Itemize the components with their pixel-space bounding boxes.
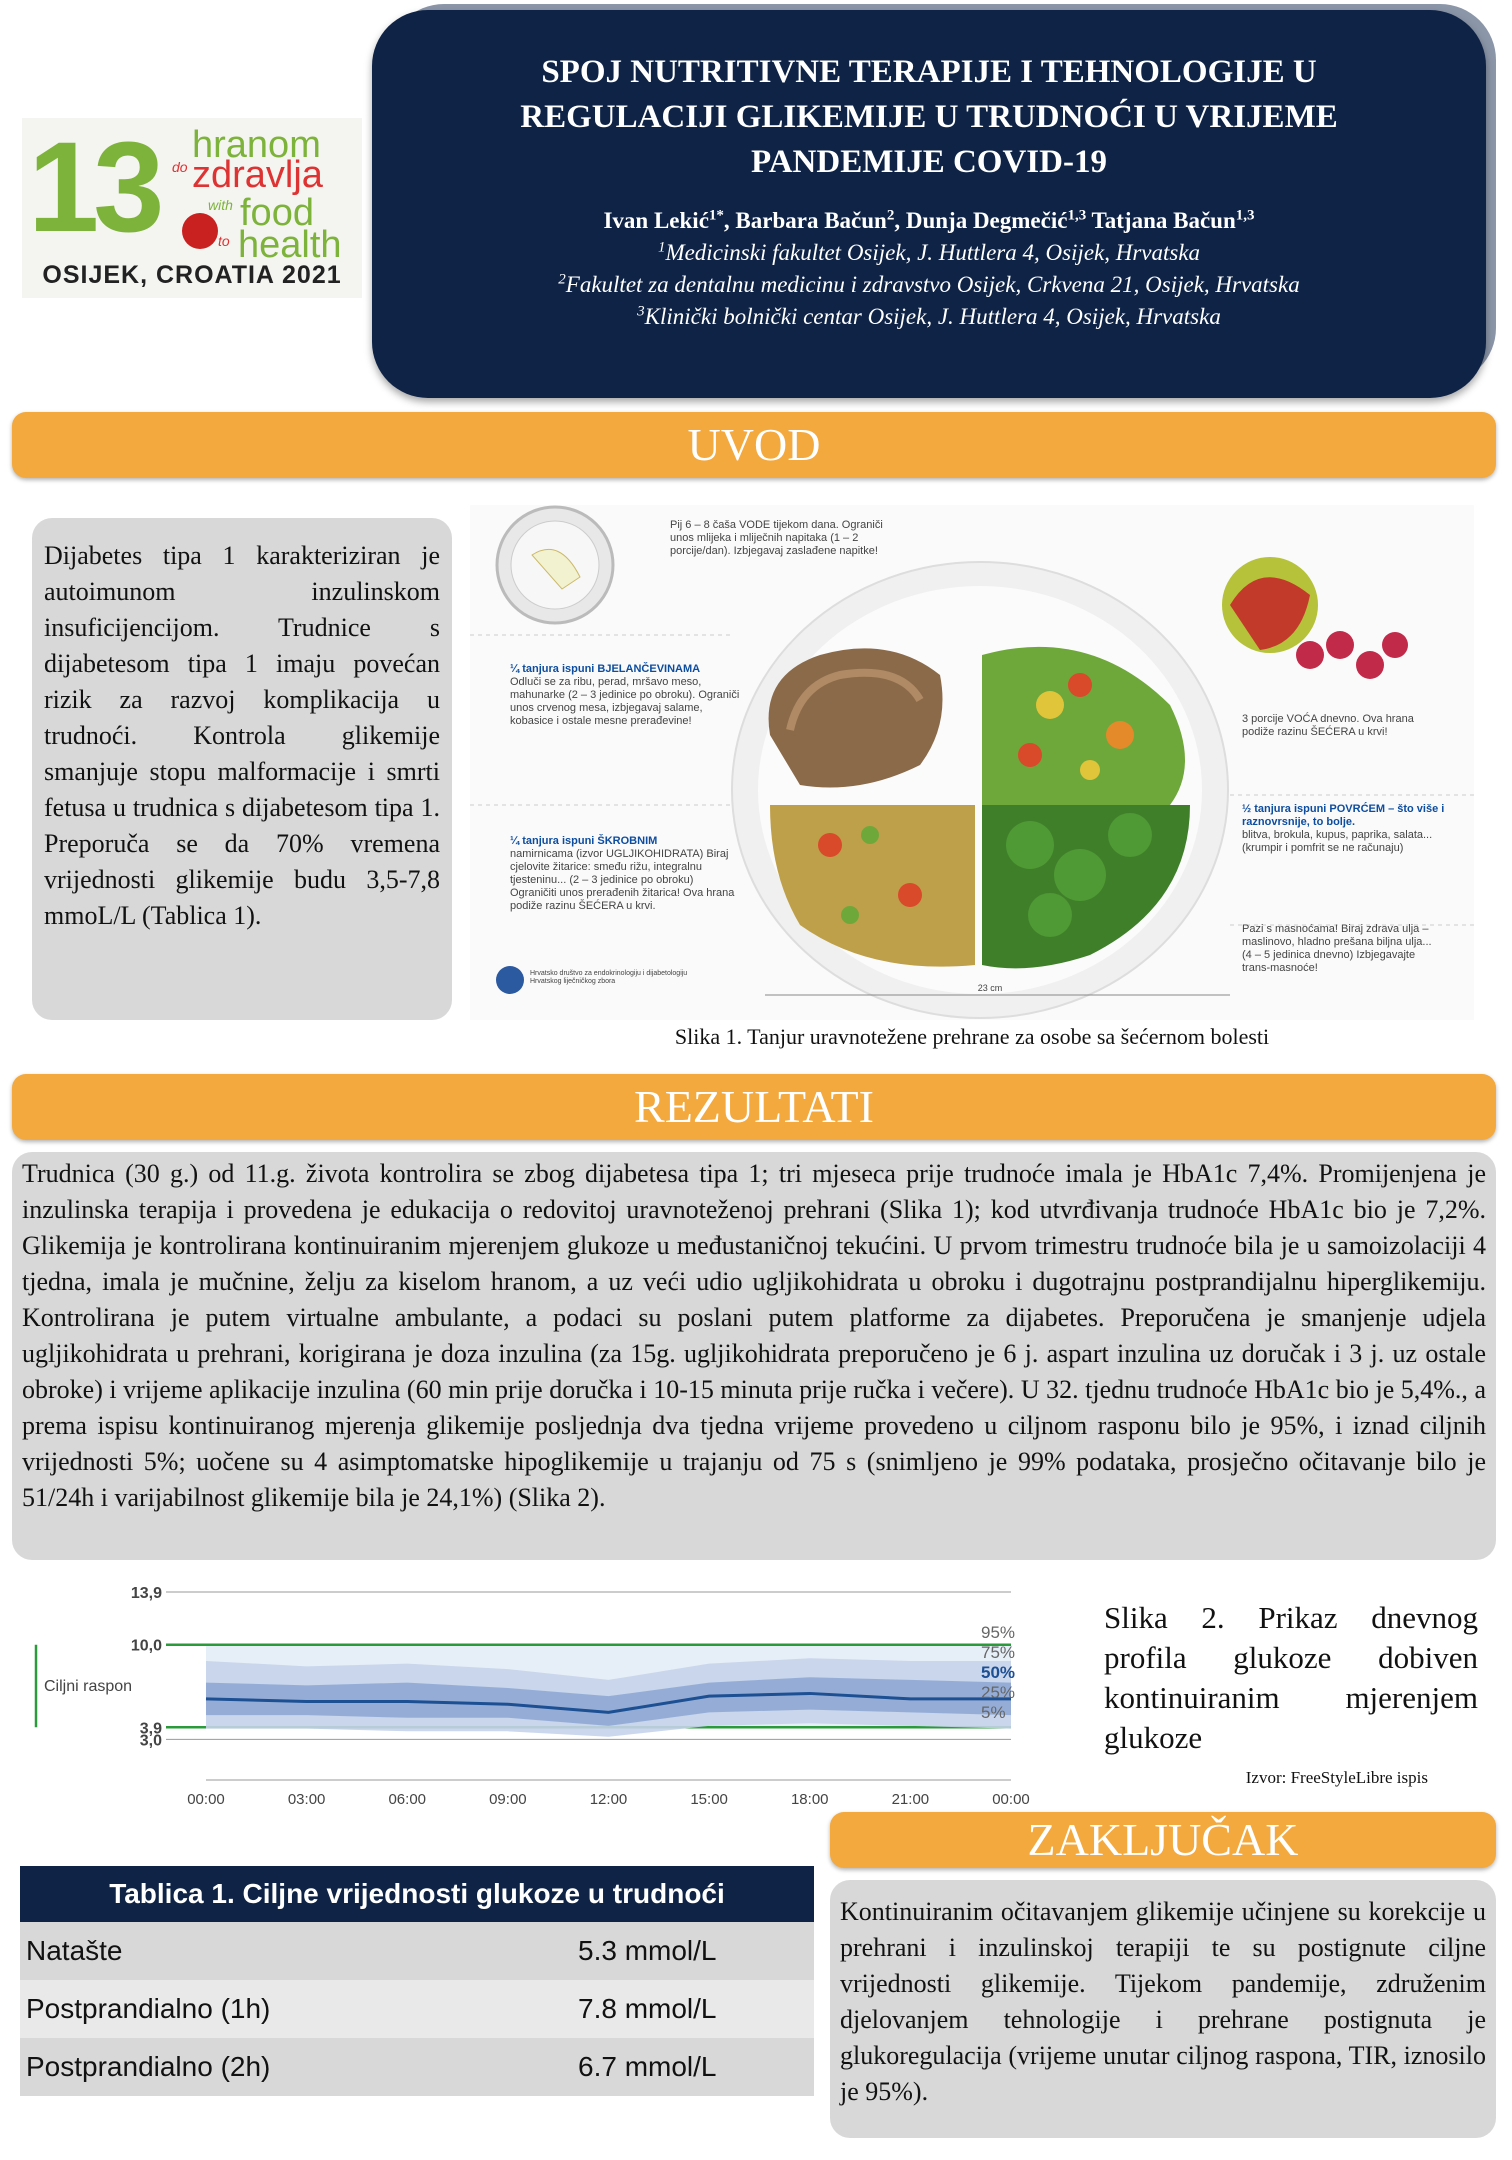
poster-header (372, 10, 1486, 398)
table-row (20, 2038, 814, 2096)
glucose-profile-chart (16, 1580, 1030, 1810)
table-cell-value: 5.3 mmol/L (578, 1935, 717, 1966)
x-tick-label: 03:00 (287, 1791, 326, 1808)
affiliation-1 (372, 237, 1486, 269)
table-cell-label: Natašte (26, 1935, 123, 1966)
fruit-note: 3 porcije VOĆA dnevno. Ova hrana podiže razinu ŠEĆERA u krvi! (1242, 713, 1414, 738)
affiliation-text: Klinički bolnički centar Osijek, J. Huttlera 4, Osijek, Hrvatska (644, 304, 1221, 329)
water-note: Pij 6 – 8 čaša VODE tijekom dana. Ograniči unos mlijeka i mliječnih napitaka (1 – 2 porcije/dan). Izbjegavaj zaslađene napitke! (670, 519, 883, 557)
logo-word-health: health (238, 224, 342, 266)
plate-figure (470, 505, 1474, 1020)
protein-text: Odluči se za ribu, perad, mršavo meso, mahunarke (2 – 3 jedinice po obroku). Ograniči unos crvenog mesa, izbjegavaj salame, kobasice i ostale mesne prerađevine! (510, 676, 740, 727)
table-row (20, 1980, 814, 2038)
organization-logo-icon (496, 966, 524, 994)
affiliation-2 (372, 269, 1486, 301)
y-tick-label: 13,9 (130, 1585, 162, 1602)
table-row (20, 1922, 814, 1980)
x-tick-label: 09:00 (489, 1791, 527, 1808)
vegetable-text: blitva, brokula, kupus, paprika, salata... (krumpir i pomfrit se ne računaju) (1242, 829, 1433, 854)
y-tick-label: 10,0 (130, 1637, 162, 1655)
plate-size-label: 23 cm (977, 983, 1003, 993)
range-label: Ciljni raspon (44, 1678, 133, 1695)
percentile-label: 50% (981, 1663, 1016, 1682)
logo-city: OSIJEK, CROATIA 2021 (42, 261, 342, 289)
protein-heading: ¼ tanjura ispuni BJELANČEVINAMA (510, 663, 701, 675)
section-heading-uvod: UVOD (12, 412, 1496, 478)
author-list (372, 205, 1486, 237)
logo-word-zdravlja: zdravlja (192, 154, 323, 196)
table-cell-value: 7.8 mmol/L (578, 1993, 717, 2024)
section-heading-zakljucak: ZAKLJUČAK (830, 1812, 1496, 1868)
organization-label: Hrvatsko društvo za endokrinologiju i dijabetologiju Hrvatskog liječničkog zbora (530, 970, 688, 985)
figure-1-caption: Slika 1. Tanjur uravnotežene prehrane za osobe sa šećernom bolesti (674, 1024, 1270, 1049)
poster-title: SPOJ NUTRITIVNE TERAPIJE I TEHNOLOGIJE U REGULACIJI GLIKEMIJE U TRUDNOĆI U VRIJEME PANDEMIJE COVID-19 (520, 54, 1338, 180)
percentile-label: 5% (981, 1703, 1006, 1722)
intro-text-box: Dijabetes tipa 1 karakteriziran je autoimunom inzulinskom insuficijencijom. Trudnice s dijabetesom tipa 1 imaju povećan rizik za razvoj komplikacija u trudnoći. Kontrola glikemije smanjuje stopu malformacije i smrti fetusa u trudnica s dijabetesom tipa 1. Preporuča se da 70% vremena vrijednosti glikemije budu 3,5-7,8 mmoL/L (Tablica 1). (32, 518, 452, 1020)
starch-heading: ¼ tanjura ispuni ŠKROBNIM (510, 835, 658, 847)
results-text-box: Trudnica (30 g.) od 11.g. života kontrolira se zbog dijabetesa tipa 1; tri mjeseca prije trudnoće imala je HbA1c 7,4%. Promijenjena je inzulinska terapija i provedena je edukacija o redovitoj uravnoteženoj prehrani (Slika 1); kod utvrđivanja trudnoće HbA1c bio je 7,2%. Glikemija je kontrolirana kontinuiranim mjerenjem glukoze u međustaničnoj tekućini. U prvom trimestru trudnoće bila je u samoizolaciji 4 tjedna, imala je mučnine, želju za kiselom hranom, a uz veći udio ugljikohidrata u obroku i dugotrajnu postprandijalnu hiperglikemiju. Kontrolirana je putem virtualne ambulante, a podaci su poslani putem platforme za dijabetes. Preporučena je smanjenje udjela ugljikohidrata u prehrani, korigirana je doza inzulina (za 15g. ugljikohidrata preporučeno je 6 j. aspart inzulina uz doručak i 3 j. uz ostale obroke) i vrijeme aplikacije inzulina (60 min prije doručka i 10-15 minuta prije ručka i večere). U 32. tjednu trudnoće HbA1c bio je 5,4%., a prema ispisu kontinuiranog mjerenja glikemije posljednja dva tjedna vrijeme provedeno u ciljnom rasponu bilo je 95%, i iznad ciljnih vrijednosti 5%; uočene su 4 asimptomatske hipoglikemije u trajanju od 75 s (snimljeno je 99% podataka, prosječno očitavanje bilo je 51/24h i varijabilnost glikemije bila je 24,1%) (Slika 2). (12, 1152, 1496, 1560)
author-affiliation-mark: 2 (886, 207, 895, 224)
affiliation-text: Medicinski fakultet Osijek, J. Huttlera 4, Osijek, Hrvatska (665, 240, 1201, 265)
affiliation-mark: 2 (558, 271, 566, 288)
percentile-label: 25% (981, 1683, 1016, 1702)
x-tick-label: 06:00 (388, 1791, 427, 1808)
x-tick-label: 15:00 (690, 1791, 728, 1808)
logo-word-hranom: hranom (192, 124, 321, 166)
author-affiliation-mark: 1* (708, 207, 724, 224)
glucose-chart-svg (16, 1580, 1030, 1810)
affiliation-mark: 3 (637, 303, 645, 320)
figure-2-source: Izvor: FreeStyleLibre ispis (1245, 1768, 1428, 1787)
author-name: , Dunja Degmečić (894, 208, 1068, 233)
x-tick-label: 00:00 (187, 1791, 225, 1808)
conference-logo (22, 118, 362, 298)
target-glucose-table (20, 1866, 814, 2096)
table-body (20, 1922, 814, 2096)
apple-icon (182, 213, 218, 249)
starch-note (510, 835, 742, 913)
vegetable-heading: ½ tanjura ispuni POVRĆEM – što više i raznovrsnije, to bolje. (1242, 803, 1445, 828)
affiliation-text: Fakultet za dentalnu medicinu i zdravstvo Osijek, Crkvena 21, Osijek, Hrvatska (565, 272, 1300, 297)
section-heading-rezultati: REZULTATI (12, 1074, 1496, 1140)
author-name: Tatjana Bačun (1086, 208, 1236, 233)
x-tick-label: 21:00 (891, 1791, 930, 1808)
vegetable-note (1242, 803, 1452, 855)
raspberry-icon (1296, 641, 1324, 669)
y-tick-label: 3,0 (139, 1732, 162, 1750)
percentile-label: 95% (981, 1623, 1016, 1642)
protein-note (510, 663, 742, 728)
author-name: Ivan Lekić (603, 208, 709, 233)
x-tick-label: 12:00 (589, 1791, 628, 1808)
logo-word-food: food (240, 192, 314, 234)
y-tick-label: 3,9 (139, 1720, 162, 1738)
logo-word-to: to (218, 233, 230, 249)
x-tick-label: 00:00 (992, 1791, 1030, 1808)
author-affiliation-mark: 1,3 (1067, 207, 1087, 224)
x-tick-label: 18:00 (790, 1791, 829, 1808)
percentile-label: 75% (981, 1643, 1016, 1662)
table-cell-label: Postprandialno (2h) (26, 2051, 271, 2082)
affiliation-mark: 1 (657, 239, 666, 256)
author-affiliation-mark: 1,3 (1235, 207, 1255, 224)
table-title: Tablica 1. Ciljne vrijednosti glukoze u trudnoći (20, 1866, 814, 1922)
figure-2-caption: Slika 2. Prikaz dnevnog profila glukoze dobiven kontinuiranim mjerenjem glukoze (1104, 1600, 1478, 1755)
conclusion-text-box: Kontinuiranim očitavanjem glikemije učinjene su korekcije u prehrani i inzulinskoj terapiji te su postignute ciljne vrijednosti glikemije. Tijekom pandemije, združenim djelovanjem tehnologije i prehrane postignuta je glukoregulacija (vrijeme unutar ciljnog raspona, TIR, iznosilo je 95%). (830, 1880, 1496, 2138)
author-name: , Barbara Bačun (723, 208, 887, 233)
table-cell-label: Postprandialno (1h) (26, 1993, 271, 2024)
logo-word-with: with (208, 197, 233, 213)
logo-number: 13 (28, 116, 159, 259)
starch-text: namirnicama (izvor UGLJIKOHIDRATA) Biraj cjelovite žitarice: smeđu rižu, integralnu tjesteninu... (2 – 3 jedinice po obroku) Ograničiti unos prerađenih žitarica! Ova hrana podiže razinu ŠEĆERA u krvi. (510, 848, 735, 912)
logo-word-do: do (172, 159, 188, 175)
affiliation-3 (372, 301, 1486, 333)
table-cell-value: 6.7 mmol/L (578, 2051, 717, 2082)
oil-note: Pazi s masnoćama! Biraj zdrava ulja – maslinovo, hladno prešana biljna ulja... (4 – 5 jedinica dnevno) Izbjegavajte trans-masnoće! (1242, 923, 1432, 974)
